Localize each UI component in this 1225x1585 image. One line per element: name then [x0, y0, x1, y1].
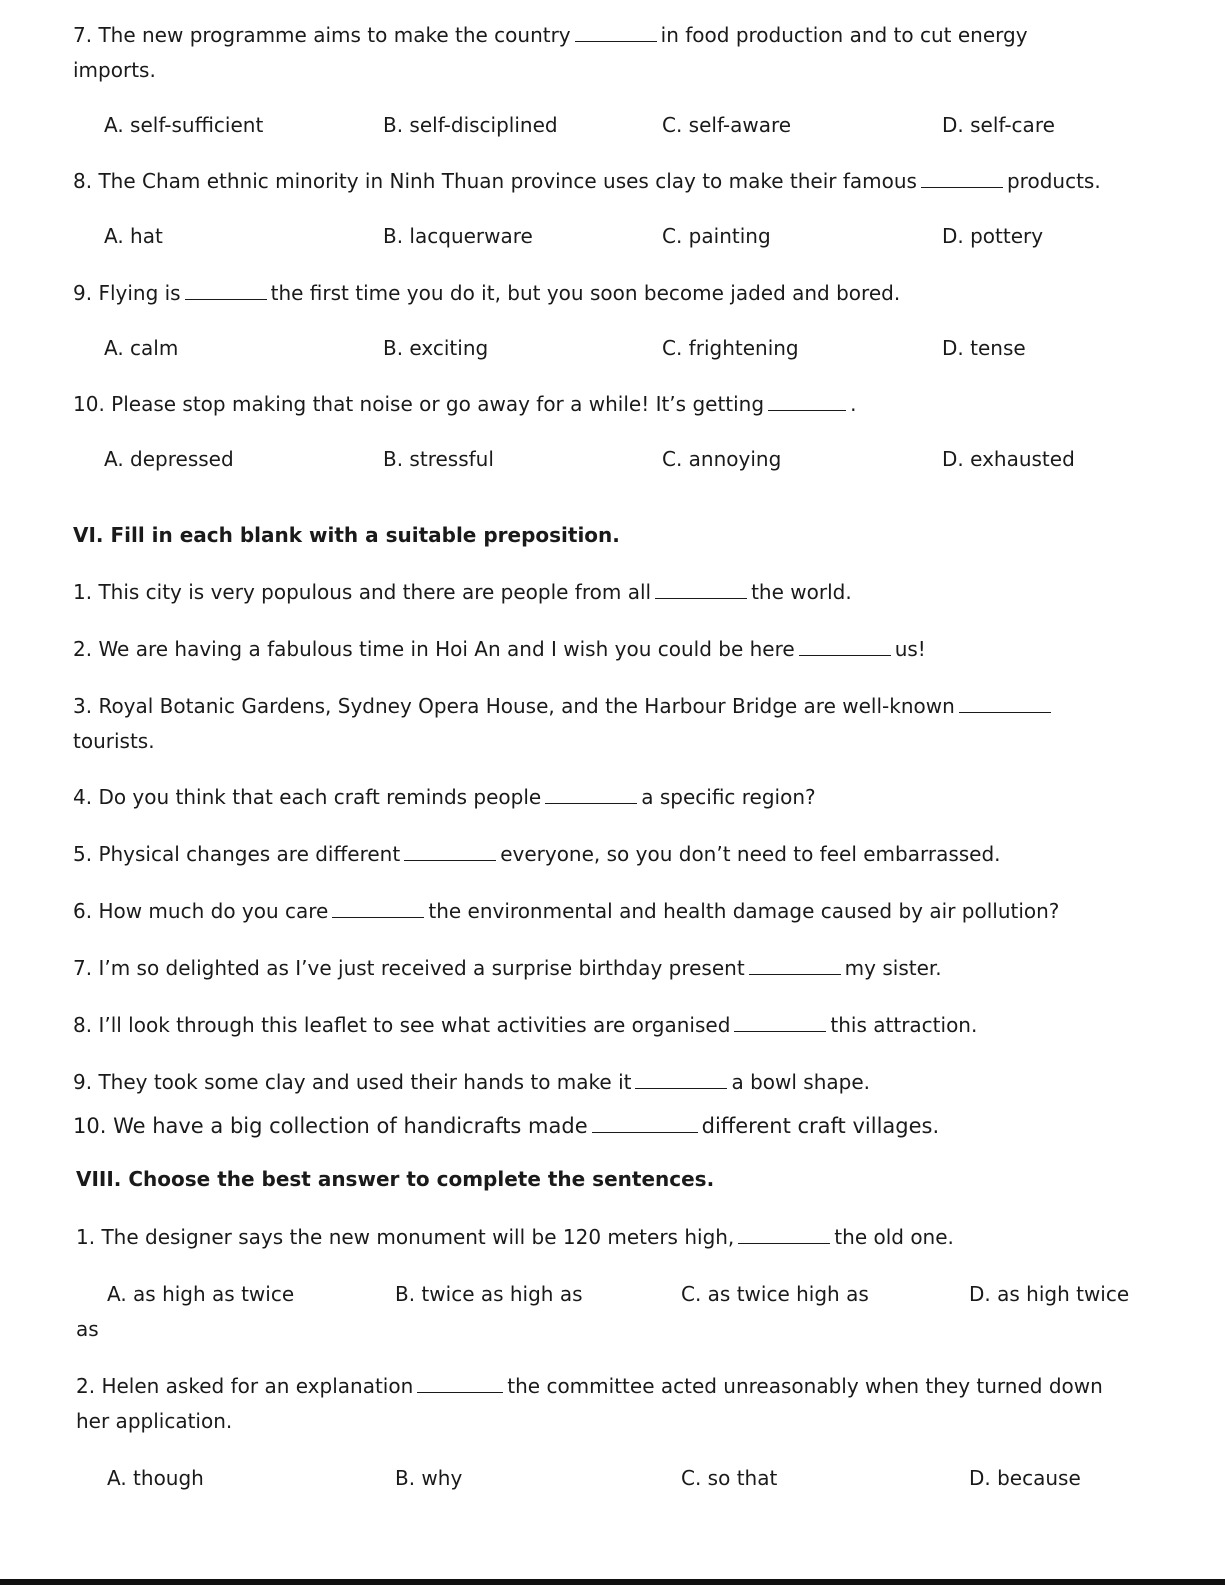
vi-item-7: 7. I’m so delighted as I’ve just received a surprise birthday present my sister. — [73, 956, 942, 980]
answer-blank[interactable] — [749, 958, 841, 975]
viii-item-2: 2. Helen asked for an explanation the committee acted unreasonably when they turned down — [76, 1374, 1103, 1398]
option-b[interactable]: B. lacquerware — [383, 224, 533, 248]
question-9: 9. Flying is the first time you do it, but you soon become jaded and bored. — [73, 281, 901, 305]
option-b[interactable]: B. why — [395, 1466, 463, 1490]
option-b[interactable]: B. stressful — [383, 447, 494, 471]
option-c[interactable]: C. so that — [681, 1466, 778, 1490]
vi-item-3: 3. Royal Botanic Gardens, Sydney Opera House, and the Harbour Bridge are well-known — [73, 694, 1055, 718]
option-b[interactable]: B. exciting — [383, 336, 489, 360]
question-10: 10. Please stop making that noise or go away for a while! It’s getting . — [73, 392, 857, 416]
option-b[interactable]: B. self-disciplined — [383, 113, 558, 137]
option-a[interactable]: A. self-sufficient — [104, 113, 264, 137]
option-c[interactable]: C. annoying — [662, 447, 782, 471]
viii-item-2-line2: her application. — [76, 1409, 233, 1433]
option-d[interactable]: D. pottery — [942, 224, 1044, 248]
vi-item-3-line2: tourists. — [73, 729, 155, 753]
option-a[interactable]: A. depressed — [104, 447, 234, 471]
answer-blank[interactable] — [575, 25, 657, 42]
viii-item-1: 1. The designer says the new monument will be 120 meters high, the old one. — [76, 1225, 954, 1249]
option-d[interactable]: D. exhausted — [942, 447, 1075, 471]
option-c[interactable]: C. painting — [662, 224, 771, 248]
answer-blank[interactable] — [545, 787, 637, 804]
vi-item-9: 9. They took some clay and used their hands to make it a bowl shape. — [73, 1070, 870, 1094]
vi-item-2: 2. We are having a fabulous time in Hoi An and I wish you could be here us! — [73, 637, 926, 661]
vi-item-4: 4. Do you think that each craft reminds people a specific region? — [73, 785, 816, 809]
option-c[interactable]: C. as twice high as — [681, 1282, 869, 1306]
vi-item-5: 5. Physical changes are different everyone, so you don’t need to feel embarrassed. — [73, 842, 1001, 866]
section-vi-title: VI. Fill in each blank with a suitable preposition. — [73, 523, 620, 547]
section-viii-title: VIII. Choose the best answer to complete the sentences. — [76, 1167, 715, 1191]
answer-blank[interactable] — [655, 582, 747, 599]
option-b[interactable]: B. twice as high as — [395, 1282, 583, 1306]
answer-blank[interactable] — [734, 1015, 826, 1032]
option-c[interactable]: C. self-aware — [662, 113, 792, 137]
option-d[interactable]: D. because — [969, 1466, 1081, 1490]
option-c[interactable]: C. frightening — [662, 336, 799, 360]
vi-item-10: 10. We have a big collection of handicrafts made different craft villages. — [73, 1114, 940, 1138]
answer-blank[interactable] — [332, 901, 424, 918]
answer-blank[interactable] — [592, 1116, 698, 1133]
option-d[interactable]: D. self-care — [942, 113, 1055, 137]
option-a[interactable]: A. hat — [104, 224, 163, 248]
answer-blank[interactable] — [959, 696, 1051, 713]
vi-item-8: 8. I’ll look through this leaflet to see what activities are organised this attraction. — [73, 1013, 978, 1037]
answer-blank[interactable] — [417, 1376, 503, 1393]
question-7: 7. The new programme aims to make the country in food production and to cut energy — [73, 23, 1028, 47]
option-d-wrap: as — [76, 1317, 99, 1341]
option-d[interactable]: D. as high twice — [969, 1282, 1130, 1306]
answer-blank[interactable] — [185, 283, 267, 300]
option-a[interactable]: A. though — [107, 1466, 204, 1490]
answer-blank[interactable] — [404, 844, 496, 861]
question-8: 8. The Cham ethnic minority in Ninh Thuan province uses clay to make their famous products. — [73, 169, 1101, 193]
answer-blank[interactable] — [799, 639, 891, 656]
answer-blank[interactable] — [635, 1072, 727, 1089]
option-a[interactable]: A. calm — [104, 336, 179, 360]
option-d[interactable]: D. tense — [942, 336, 1026, 360]
page-bottom-rule — [0, 1579, 1225, 1585]
vi-item-1: 1. This city is very populous and there are people from all the world. — [73, 580, 852, 604]
answer-blank[interactable] — [738, 1227, 830, 1244]
vi-item-6: 6. How much do you care the environmental and health damage caused by air pollution? — [73, 899, 1060, 923]
answer-blank[interactable] — [921, 171, 1003, 188]
option-a[interactable]: A. as high as twice — [107, 1282, 295, 1306]
question-7-line2: imports. — [73, 58, 156, 82]
answer-blank[interactable] — [768, 394, 846, 411]
